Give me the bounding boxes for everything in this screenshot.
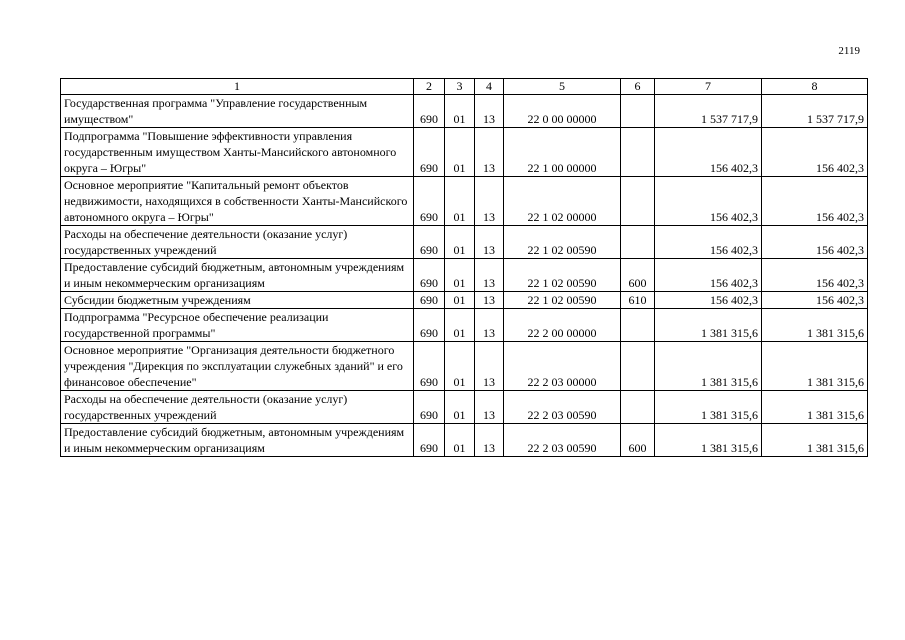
row-amount-8: 156 402,3 [762, 128, 868, 177]
row-name: Основное мероприятие "Капитальный ремонт объектов недвижимости, находящихся в собственности Ханты-Мансийского автономного округа – Югры" [61, 177, 414, 226]
row-amount-7: 156 402,3 [655, 259, 762, 292]
row-name: Государственная программа "Управление государственным имуществом" [61, 95, 414, 128]
row-target-article: 22 2 03 00590 [504, 391, 621, 424]
table-row [61, 391, 868, 424]
row-expense-type: 610 [621, 292, 655, 309]
row-subsection-code: 13 [475, 342, 504, 391]
row-expense-type [621, 177, 655, 226]
table-row [61, 424, 868, 457]
row-subsection-code: 13 [475, 424, 504, 457]
row-amount-7: 1 381 315,6 [655, 424, 762, 457]
row-name: Подпрограмма "Повышение эффективности управления государственным имуществом Ханты-Мансийского автономного округа – Югры" [61, 128, 414, 177]
row-ministry-code: 690 [414, 128, 445, 177]
row-amount-7: 1 381 315,6 [655, 391, 762, 424]
header-row [61, 79, 868, 95]
table-row [61, 177, 868, 226]
row-target-article: 22 2 00 00000 [504, 309, 621, 342]
row-section-code: 01 [445, 292, 475, 309]
row-ministry-code: 690 [414, 309, 445, 342]
row-amount-8: 156 402,3 [762, 292, 868, 309]
table-row [61, 292, 868, 309]
row-target-article: 22 1 02 00590 [504, 226, 621, 259]
row-amount-8: 1 381 315,6 [762, 424, 868, 457]
row-subsection-code: 13 [475, 292, 504, 309]
header-cell-2: 2 [414, 79, 445, 95]
row-name: Расходы на обеспечение деятельности (оказание услуг) государственных учреждений [61, 391, 414, 424]
row-subsection-code: 13 [475, 177, 504, 226]
header-cell-5: 5 [504, 79, 621, 95]
row-ministry-code: 690 [414, 342, 445, 391]
table-row [61, 95, 868, 128]
row-ministry-code: 690 [414, 424, 445, 457]
row-amount-8: 1 381 315,6 [762, 391, 868, 424]
row-amount-7: 1 381 315,6 [655, 309, 762, 342]
row-name: Субсидии бюджетным учреждениям [61, 292, 414, 309]
row-expense-type [621, 391, 655, 424]
table-row [61, 128, 868, 177]
row-section-code: 01 [445, 128, 475, 177]
row-amount-8: 1 381 315,6 [762, 309, 868, 342]
row-subsection-code: 13 [475, 309, 504, 342]
row-target-article: 22 1 02 00590 [504, 259, 621, 292]
row-amount-7: 156 402,3 [655, 128, 762, 177]
row-ministry-code: 690 [414, 292, 445, 309]
row-target-article: 22 1 02 00000 [504, 177, 621, 226]
row-subsection-code: 13 [475, 259, 504, 292]
row-ministry-code: 690 [414, 177, 445, 226]
row-amount-8: 1 537 717,9 [762, 95, 868, 128]
row-expense-type [621, 342, 655, 391]
row-section-code: 01 [445, 391, 475, 424]
row-subsection-code: 13 [475, 128, 504, 177]
row-name: Расходы на обеспечение деятельности (оказание услуг) государственных учреждений [61, 226, 414, 259]
row-ministry-code: 690 [414, 391, 445, 424]
row-amount-7: 156 402,3 [655, 177, 762, 226]
row-subsection-code: 13 [475, 95, 504, 128]
header-cell-3: 3 [445, 79, 475, 95]
row-expense-type: 600 [621, 259, 655, 292]
row-section-code: 01 [445, 309, 475, 342]
row-amount-8: 1 381 315,6 [762, 342, 868, 391]
row-subsection-code: 13 [475, 226, 504, 259]
row-target-article: 22 1 00 00000 [504, 128, 621, 177]
row-section-code: 01 [445, 259, 475, 292]
row-amount-7: 1 537 717,9 [655, 95, 762, 128]
row-amount-8: 156 402,3 [762, 226, 868, 259]
header-cell-6: 6 [621, 79, 655, 95]
row-section-code: 01 [445, 424, 475, 457]
row-amount-7: 1 381 315,6 [655, 342, 762, 391]
row-ministry-code: 690 [414, 259, 445, 292]
row-expense-type [621, 226, 655, 259]
header-cell-4: 4 [475, 79, 504, 95]
header-cell-8: 8 [762, 79, 868, 95]
header-cell-7: 7 [655, 79, 762, 95]
page-number: 2119 [838, 45, 860, 57]
row-target-article: 22 2 03 00000 [504, 342, 621, 391]
row-name: Основное мероприятие "Организация деятельности бюджетного учреждения "Дирекция по эксплуатации служебных зданий" и его финансовое обеспечение" [61, 342, 414, 391]
row-target-article: 22 0 00 00000 [504, 95, 621, 128]
row-amount-8: 156 402,3 [762, 259, 868, 292]
header-cell-1: 1 [61, 79, 414, 95]
row-section-code: 01 [445, 226, 475, 259]
row-expense-type: 600 [621, 424, 655, 457]
row-target-article: 22 2 03 00590 [504, 424, 621, 457]
table-row [61, 309, 868, 342]
row-ministry-code: 690 [414, 226, 445, 259]
budget-table [60, 78, 868, 457]
table-row [61, 226, 868, 259]
row-subsection-code: 13 [475, 391, 504, 424]
row-section-code: 01 [445, 95, 475, 128]
row-amount-8: 156 402,3 [762, 177, 868, 226]
row-amount-7: 156 402,3 [655, 226, 762, 259]
row-section-code: 01 [445, 342, 475, 391]
row-target-article: 22 1 02 00590 [504, 292, 621, 309]
row-name: Подпрограмма "Ресурсное обеспечение реализации государственной программы" [61, 309, 414, 342]
row-ministry-code: 690 [414, 95, 445, 128]
row-expense-type [621, 309, 655, 342]
row-amount-7: 156 402,3 [655, 292, 762, 309]
table-row [61, 259, 868, 292]
row-name: Предоставление субсидий бюджетным, автономным учреждениям и иным некоммерческим организациям [61, 259, 414, 292]
row-name: Предоставление субсидий бюджетным, автономным учреждениям и иным некоммерческим организациям [61, 424, 414, 457]
row-expense-type [621, 95, 655, 128]
row-section-code: 01 [445, 177, 475, 226]
table-row [61, 342, 868, 391]
row-expense-type [621, 128, 655, 177]
